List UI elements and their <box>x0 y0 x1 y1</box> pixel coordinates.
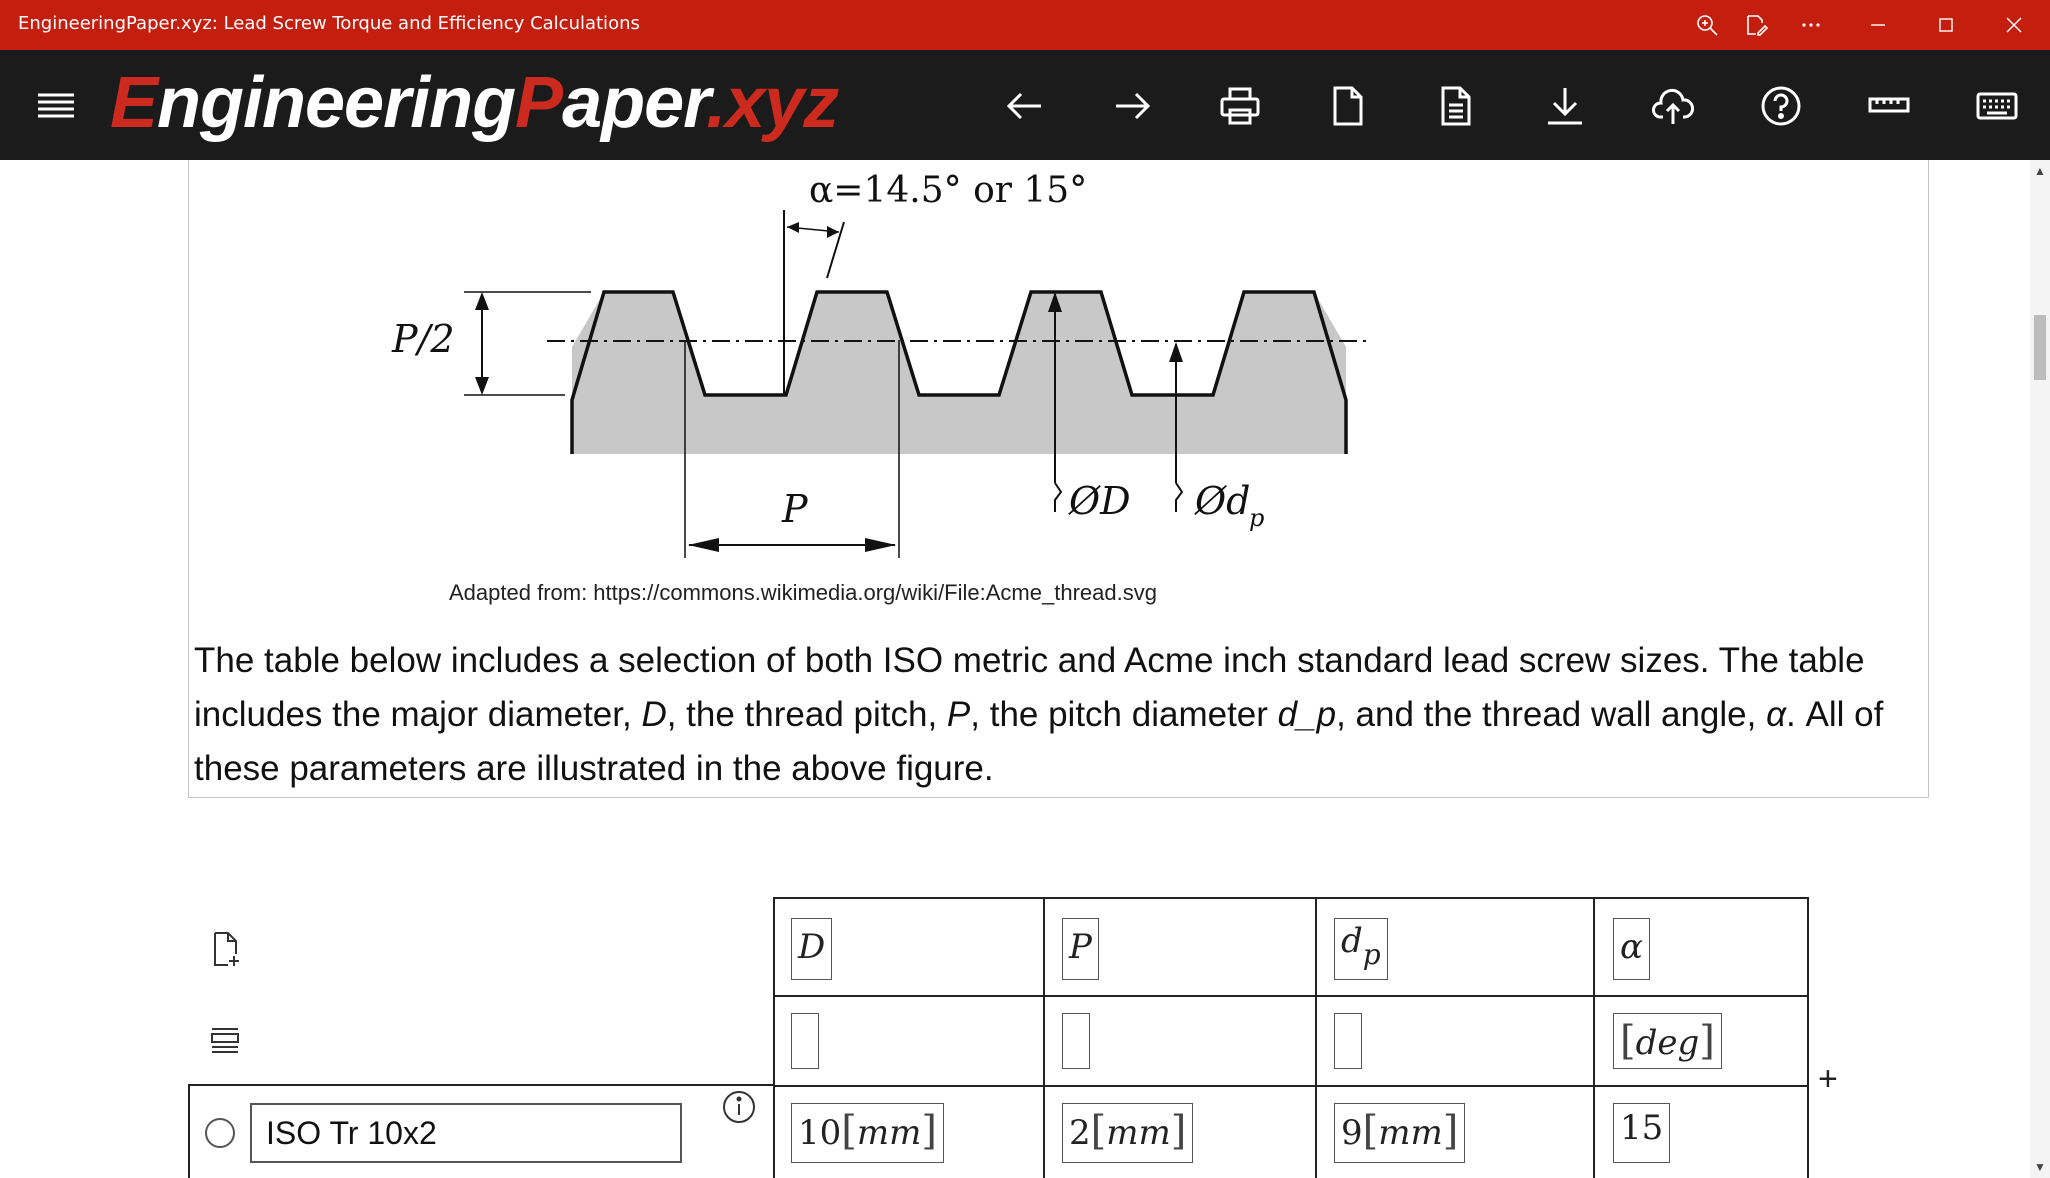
window-title: EngineeringPaper.xyz: Lead Screw Torque and Efficiency Calculations <box>18 13 640 34</box>
row-select-radio[interactable] <box>205 1118 235 1148</box>
redo-arrow-icon[interactable] <box>1102 76 1162 136</box>
window-title-bar <box>0 0 2050 50</box>
dp-subscript: p <box>1249 504 1265 532</box>
insert-sheet-icon[interactable] <box>210 930 244 968</box>
close-icon[interactable] <box>1994 6 2034 44</box>
more-icon[interactable] <box>1791 6 1831 44</box>
minimize-icon[interactable] <box>1858 6 1898 44</box>
maximize-icon[interactable] <box>1926 6 1966 44</box>
figure-caption: Adapted from: https://commons.wikimedia.org/wiki/File:Acme_thread.svg <box>449 580 1157 605</box>
app-header <box>0 50 2050 160</box>
add-column-button[interactable]: + <box>1818 1060 1838 1098</box>
zoom-icon[interactable] <box>1687 6 1727 44</box>
scrollbar-thumb[interactable] <box>2034 315 2046 380</box>
header-d-field[interactable]: D <box>791 918 832 980</box>
unit-d-field[interactable] <box>791 1013 819 1069</box>
p-half-label: P/2 <box>392 317 455 361</box>
sheet-content <box>0 160 2030 1178</box>
header-alpha-field[interactable]: α <box>1613 918 1650 980</box>
menu-icon[interactable] <box>36 86 76 126</box>
print-icon[interactable] <box>1210 76 1270 136</box>
value-d-field[interactable]: 10[mm] <box>791 1103 944 1163</box>
vertical-scrollbar[interactable] <box>2030 160 2050 1178</box>
alpha-label: α=14.5° or 15° <box>809 170 1088 211</box>
info-icon[interactable] <box>722 1090 756 1124</box>
download-icon[interactable] <box>1535 76 1595 136</box>
scroll-up-icon[interactable]: ▲ <box>2034 164 2046 178</box>
p-label: P <box>782 487 808 531</box>
app-logo[interactable]: EngineeringPaper.xyz <box>110 63 839 143</box>
d-label: ØD <box>1069 479 1131 523</box>
acme-thread-figure <box>199 160 1399 630</box>
upload-icon[interactable] <box>1643 76 1703 136</box>
document-icon[interactable] <box>1426 76 1486 136</box>
row-border-left <box>188 1084 190 1178</box>
unit-p-field[interactable] <box>1062 1013 1090 1069</box>
header-p-field[interactable]: P <box>1062 918 1099 980</box>
ruler-icon[interactable] <box>1859 76 1919 136</box>
dp-label: Ød <box>1195 479 1251 523</box>
pen-icon[interactable] <box>1736 6 1776 44</box>
table-rows-icon[interactable] <box>210 1026 240 1056</box>
unit-dp-field[interactable] <box>1334 1013 1362 1069</box>
help-icon[interactable] <box>1751 76 1811 136</box>
value-dp-field[interactable]: 9[mm] <box>1334 1103 1465 1163</box>
row-border <box>188 1084 774 1086</box>
scroll-down-icon[interactable]: ▼ <box>2034 1160 2046 1174</box>
unit-alpha-field[interactable]: [deg] <box>1613 1013 1722 1069</box>
description-paragraph: The table below includes a selection of both ISO metric and Acme inch standard lead screw sizes. The table includes the major diameter, D, the thread pitch, P, the pitch diameter d_p, and the thread wall angle, α. All of these parameters are illustrated in the above figure. <box>194 641 1884 788</box>
keyboard-icon[interactable] <box>1967 76 2027 136</box>
undo-arrow-icon[interactable] <box>995 76 1055 136</box>
documentation-cell[interactable] <box>188 160 1929 798</box>
new-sheet-icon[interactable] <box>1318 76 1378 136</box>
header-dp-field[interactable]: $d_p$ <box>1334 918 1388 980</box>
value-alpha-field[interactable]: 15 <box>1613 1103 1670 1163</box>
value-p-field[interactable]: 2[mm] <box>1062 1103 1193 1163</box>
row-name-input[interactable]: ISO Tr 10x2 <box>250 1103 682 1163</box>
